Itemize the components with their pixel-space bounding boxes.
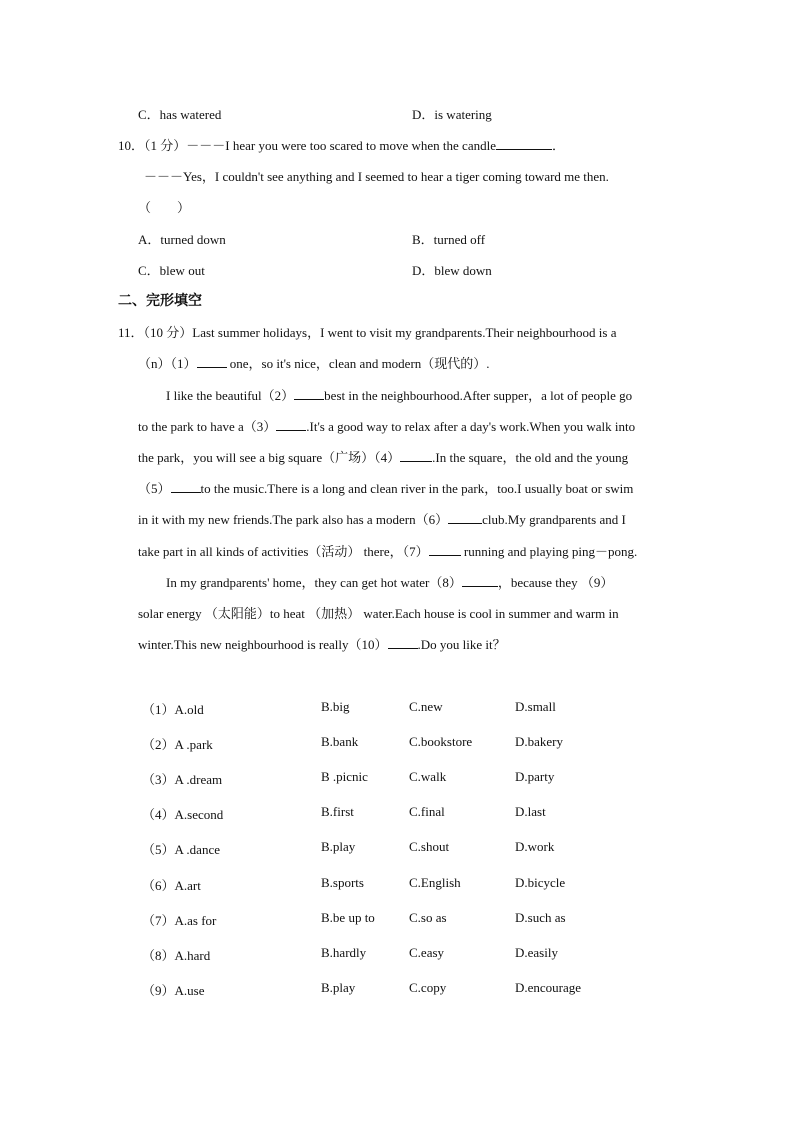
q9-option-d: D．is watering	[412, 107, 492, 122]
answer-parentheses: （ ）	[138, 200, 191, 215]
choice-a: （3）A .dream	[142, 772, 223, 787]
q10-stem-text: 10．（1 分）－－－I hear you were too scared to move when the candle	[118, 138, 496, 153]
choice-b: B.play	[321, 980, 356, 995]
q11-line-5	[138, 447, 628, 466]
answer-blank	[448, 512, 482, 524]
q11-line-4	[138, 416, 635, 435]
choice-b: B.hardly	[321, 945, 367, 960]
q10-stem	[118, 135, 565, 154]
answer-blank	[171, 481, 201, 493]
q10-option-c: C．blew out	[138, 263, 205, 278]
q10-option-a: A．turned down	[138, 232, 226, 247]
q11-text: one，so it's nice，clean and modern（现代的）.	[226, 356, 490, 371]
q11-text: to the park to have a（3）	[138, 419, 277, 434]
choice-d: D.encourage	[515, 980, 582, 995]
q11-text: running and playing ping－pong.	[460, 544, 638, 559]
choice-d: D.last	[515, 804, 546, 819]
q11-line-9	[166, 572, 613, 591]
answer-blank	[388, 637, 418, 649]
q11-line-8	[138, 541, 637, 560]
answer-blank	[197, 356, 227, 368]
q11-text: winter.This new neighbourhood is really（10）	[138, 637, 388, 652]
q11-text: （n）（1）	[138, 356, 197, 371]
choice-a: （9）A.use	[142, 983, 205, 998]
q11-line-3	[166, 385, 632, 404]
q10-option-b: B．turned off	[412, 232, 486, 247]
choice-b: B.be up to	[321, 910, 375, 925]
answer-blank	[462, 575, 498, 587]
choice-b: B .picnic	[321, 769, 368, 784]
answer-blank	[400, 450, 432, 462]
q10-stem-end: ．	[551, 138, 565, 153]
choice-a: （6）A.art	[142, 878, 201, 893]
choice-d: D.party	[515, 769, 555, 784]
q11-text: .In the square，the old and the young	[432, 450, 629, 465]
choice-a: （2）A .park	[142, 737, 213, 752]
choice-d: D.bakery	[515, 734, 564, 749]
q11-line-10: solar energy （太阳能）to heat （加热） water.Each house is cool in summer and warm in	[138, 606, 619, 621]
q11-text: the park，you will see a big square（广场）（4）	[138, 450, 401, 465]
q11-text: club.My grandparents and I	[482, 512, 626, 527]
choice-c: C.copy	[409, 980, 447, 995]
choice-c: C.final	[409, 804, 445, 819]
choice-c: C.walk	[409, 769, 447, 784]
choice-b: B.play	[321, 839, 356, 854]
choice-b: B.bank	[321, 734, 359, 749]
answer-blank	[429, 544, 461, 556]
q11-line-7	[138, 509, 626, 528]
choice-c: C.English	[409, 875, 461, 890]
answer-blank	[496, 138, 552, 150]
choice-c: C.new	[409, 699, 443, 714]
choice-c: C.so as	[409, 910, 447, 925]
choice-d: D.small	[515, 699, 556, 714]
choice-d: D.work	[515, 839, 555, 854]
q10-option-d: D．blew down	[412, 263, 492, 278]
q11-text: I like the beautiful（2）	[166, 388, 295, 403]
q11-line-6	[138, 478, 633, 497]
q11-text: （5）	[138, 481, 171, 496]
q11-text: ，because they （9）	[497, 575, 614, 590]
answer-blank	[276, 419, 306, 431]
section-heading: 二、完形填空	[118, 293, 202, 309]
choice-d: D.such as	[515, 910, 566, 925]
choice-a: （5）A .dance	[142, 842, 220, 857]
q11-text: In my grandparents' home，they can get hot water（8）	[166, 575, 462, 590]
choice-a: （8）A.hard	[142, 948, 211, 963]
choice-c: C.easy	[409, 945, 445, 960]
q11-text: .Do you like it？	[417, 637, 506, 652]
q9-option-c: C．has watered	[138, 107, 222, 122]
choice-b: B.big	[321, 699, 350, 714]
choice-c: C.shout	[409, 839, 450, 854]
choice-b: B.first	[321, 804, 354, 819]
choice-c: C.bookstore	[409, 734, 473, 749]
q11-text: take part in all kinds of activities（活动） there，（7）	[138, 544, 429, 559]
choice-a: （7）A.as for	[142, 913, 217, 928]
q11-line-11	[138, 634, 506, 653]
answer-blank	[294, 388, 324, 400]
q10-reply: －－－Yes，I couldn't see anything and I seemed to hear a tiger coming toward me then.	[144, 169, 609, 184]
choice-b: B.sports	[321, 875, 364, 890]
q11-line-2	[138, 353, 490, 372]
q11-text: to the music.There is a long and clean river in the park，too.I usually boat or swim	[200, 481, 634, 496]
choice-d: D.bicycle	[515, 875, 566, 890]
choice-a: （1）A.old	[142, 702, 204, 717]
q11-text: best in the neighbourhood.After supper，a lot of people go	[324, 388, 633, 403]
q11-text: in it with my new friends.The park also has a modern（6）	[138, 512, 449, 527]
choice-a: （4）A.second	[142, 807, 224, 822]
q11-line-1: 11．（10 分）Last summer holidays，I went to visit my grandparents.Their neighbourhood is a	[118, 325, 617, 340]
choice-d: D.easily	[515, 945, 558, 960]
q11-text: .It's a good way to relax after a day's work.When you walk into	[306, 419, 636, 434]
